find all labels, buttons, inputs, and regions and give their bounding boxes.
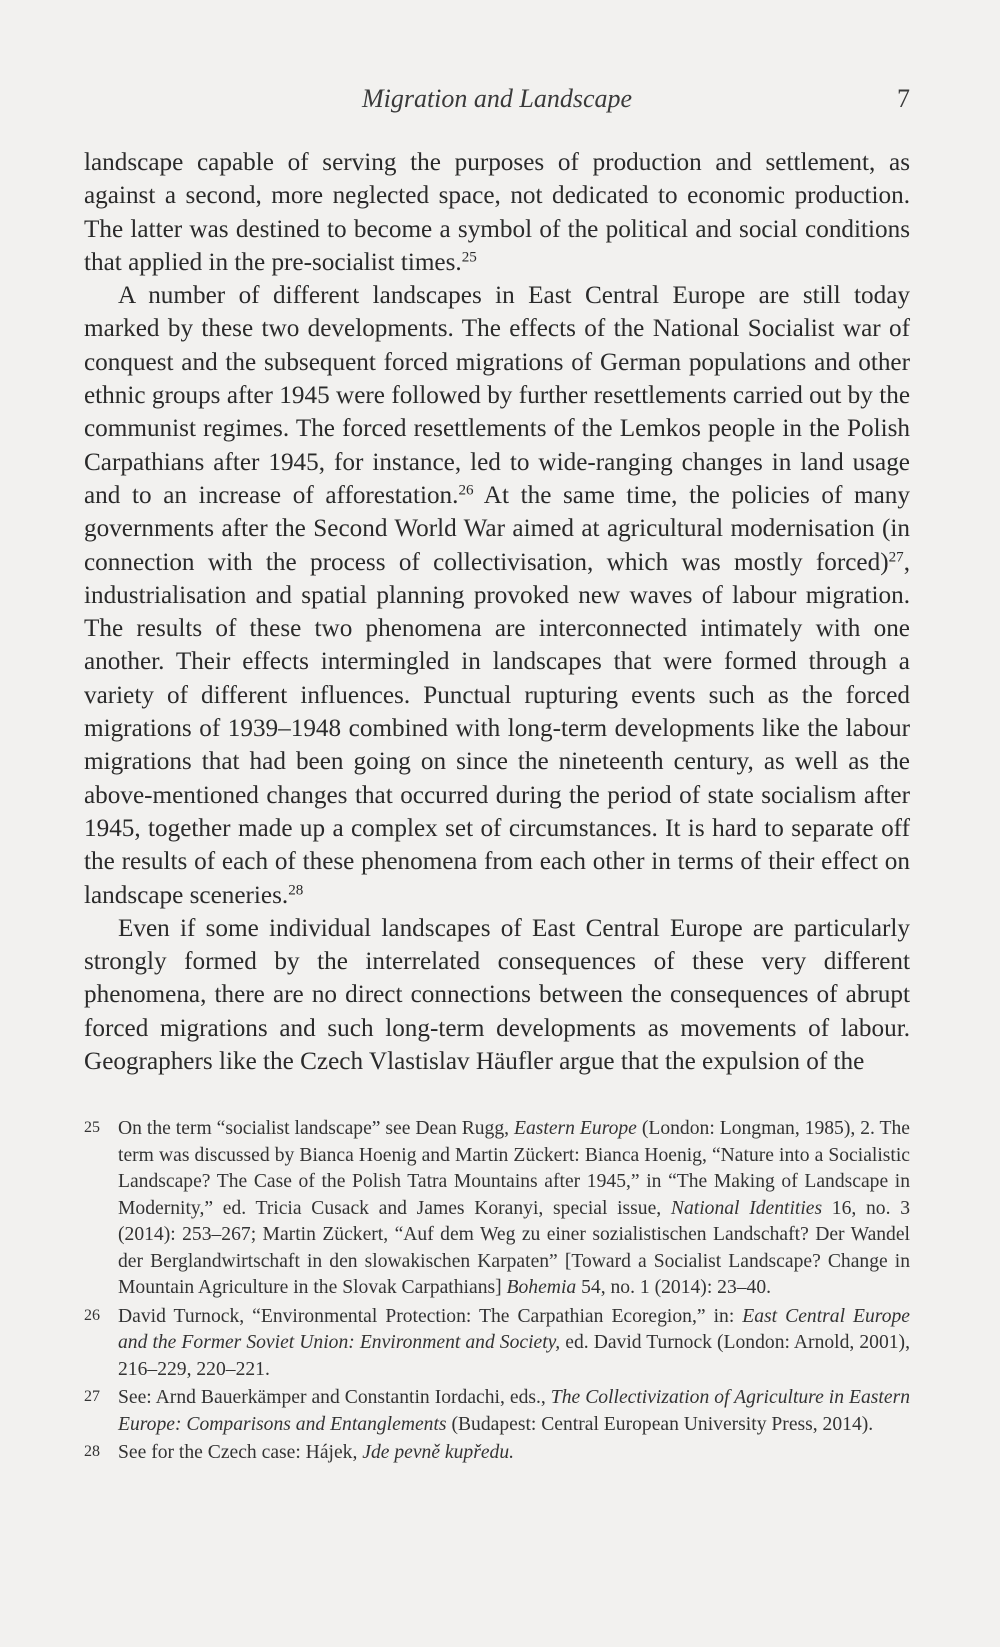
paragraph-3-text: Even if some individual landscapes of East Central Europe are particularly strongly formed by the interrelated consequences of these very different phenomena, there are no direct connections between the consequences of abrupt forced migrations and such long-term developments as movements of labour. Geographers like the Czech Vlastislav Häufler argue that the expulsion of the [84, 914, 910, 1076]
footnote-text: See for the Czech case: Hájek, [118, 1442, 363, 1463]
paragraph-2-text-a: A number of different landscapes in East Central Europe are still today marked by these two developments. The effects of the National Socialist war of conquest and the subsequent forced migrations of German populations and other ethnic groups after 1945 were followed by further resettlements carried out by the communist regimes. The forced resettlements of the Lemkos people in the Polish Carpathians after 1945, for instance, led to wide-ranging changes in land usage and to an increase of afforestation. [84, 282, 910, 509]
footnote-text: David Turnock, “Environmental Protection: The Carpathian Ecoregion,” in: [118, 1305, 743, 1327]
body-text [84, 146, 910, 1078]
paragraph-2 [84, 279, 910, 912]
footnote-title: The Collectivization of Agriculture in Eastern Europe: Comparisons and Entanglements [118, 1387, 910, 1435]
footnote-text: (London: Longman, 1985), 2. The term was discussed by Bianca Hoenig and Martin Zückert: Bianca Hoenig, “Nature into a Socialistic Landscape? The Case of the Polish Tatra Mountains after 1945,” in “The Making of Landscape in Modernity,” ed. Tricia Cusack and James Koranyi, special issue, [118, 1118, 910, 1219]
paragraph-1-text: landscape capable of serving the purposes of production and settlement, as against a second, more neglected space, not dedicated to economic production. The latter was destined to become a symbol of the political and social conditions that applied in the pre-socialist times. [84, 149, 910, 276]
running-title: Migration and Landscape [361, 84, 633, 113]
footnote-ref-25[interactable]: 25 [461, 249, 477, 266]
footnote-text: On the term “socialist landscape” see Dean Rugg, [118, 1118, 515, 1139]
footnote-title: National Identities [670, 1197, 823, 1219]
footnote-text: (Budapest: Central European University Press, 2014). [446, 1413, 874, 1435]
footnote-ref-26[interactable]: 26 [458, 482, 474, 499]
footnote-28 [84, 1440, 910, 1467]
footnote-text: ed. David Turnock (London: Arnold, 2001), 216–229, 220–221. [118, 1332, 910, 1380]
footnote-text: 54, no. 1 (2014): 23–40. [576, 1277, 772, 1298]
paragraph-3 [84, 912, 910, 1078]
footnotes [84, 1116, 910, 1469]
running-head [84, 84, 910, 120]
footnote-number: 27 [84, 1388, 100, 1405]
footnote-number: 25 [84, 1119, 100, 1136]
footnote-title: Eastern Europe [514, 1118, 637, 1139]
footnote-text: 16, no. 3 (2014): 253–267; Martin Zückert, “Auf dem Weg zu einer sozialistischen Landschaft? Der Wandel der Berglandwirtschaft in den slowakischen Karpaten” [Toward a Socialist Landscape? Change in Mountain Agriculture in the Slovak Carpathians] [118, 1197, 910, 1298]
footnote-title: Bohemia [506, 1277, 577, 1298]
footnote-25 [84, 1116, 910, 1302]
footnote-ref-28[interactable]: 28 [288, 882, 304, 899]
footnote-number: 26 [84, 1306, 100, 1324]
footnote-26 [84, 1304, 910, 1384]
paragraph-1 [84, 146, 910, 279]
paragraph-2-text-b: At the same time, the policies of many governments after the Second World War aimed at agricultural modernisation (in connection with the process of collectivisation, which was mostly forced) [84, 481, 910, 576]
paragraph-2-text-c: , industrialisation and spatial planning provoked new waves of labour migration. The results of these two phenomena are interconnected intimately with one another. Their effects intermingled in landscapes that were formed through a variety of different influences. Punctual rupturing events such as the forced migrations of 1939–1948 combined with long-term developments like the labour migrations that had been going on since the nineteenth century, as well as the above-mentioned changes that occurred during the period of state socialism after 1945, together made up a complex set of circumstances. It is hard to separate off the results of each of these phenomena from each other in terms of their effect on landscape sceneries. [84, 548, 910, 909]
footnote-ref-27[interactable]: 27 [888, 549, 904, 566]
footnote-title: East Central Europe and the Former Soviet Union: Environment and Society, [118, 1305, 910, 1353]
footnote-27 [84, 1385, 910, 1438]
footnote-text: See: Arnd Bauerkämper and Constantin Iordachi, eds., [118, 1387, 551, 1408]
page-number: 7 [897, 84, 910, 113]
footnote-number: 28 [84, 1443, 100, 1460]
footnote-title: Jde pevně kupředu. [362, 1442, 515, 1463]
